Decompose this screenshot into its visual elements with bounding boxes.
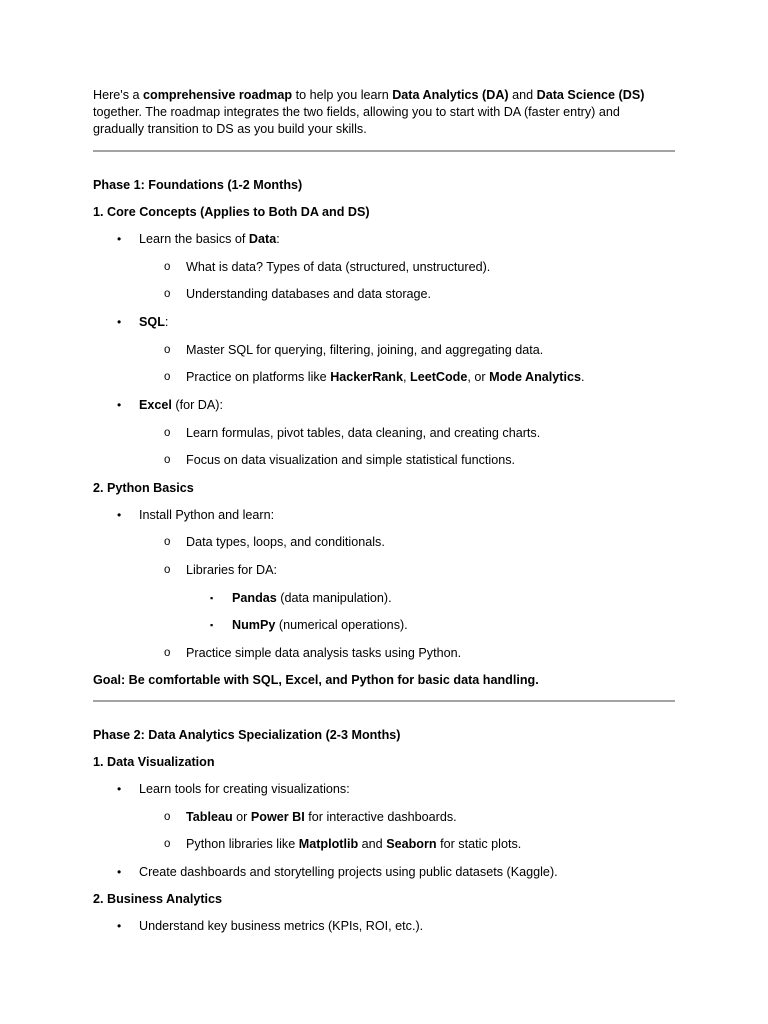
bullet-circle-icon: o <box>164 564 171 576</box>
bold-term: NumPy <box>232 618 276 632</box>
list-item-excel <box>117 397 223 414</box>
intro-text: to help you learn <box>292 88 393 102</box>
bullet-disc-icon: • <box>117 315 122 329</box>
phase-2-heading: Phase 2: Data Analytics Specialization (2-3 Months) <box>93 728 401 742</box>
list-item-dashboards <box>117 864 558 881</box>
list-text: Learn the basics of <box>139 232 249 246</box>
list-item-sql <box>117 314 169 331</box>
list-item-kpis <box>117 918 424 935</box>
list-text: Focus on data visualization and simple statistical functions. <box>186 453 516 467</box>
list-text: Understanding databases and data storage. <box>186 287 432 301</box>
bullet-square-icon: ▪ <box>210 593 214 603</box>
bullet-circle-icon: o <box>164 838 171 850</box>
list-text: and <box>358 837 387 851</box>
list-text: Install Python and learn: <box>139 508 275 522</box>
intro-line-2: together. The roadmap integrates the two fields, allowing you to start with DA (faster entry) and <box>93 105 620 119</box>
list-text: Learn formulas, pivot tables, data cleaning, and creating charts. <box>186 426 541 440</box>
bullet-circle-icon: o <box>164 811 171 823</box>
bold-term: Power BI <box>250 810 305 824</box>
bold-term: LeetCode <box>410 370 468 384</box>
section-python-basics-heading: 2. Python Basics <box>93 481 194 495</box>
bullet-square-icon: ▪ <box>210 620 214 630</box>
horizontal-rule <box>93 700 675 702</box>
list-text: or <box>232 810 251 824</box>
list-text: : <box>164 315 169 329</box>
list-text: Libraries for DA: <box>186 563 277 577</box>
list-item-python <box>117 507 275 524</box>
list-text: : <box>276 232 280 246</box>
list-text: Create dashboards and storytelling projects using public datasets (Kaggle). <box>139 865 558 879</box>
bullet-disc-icon: • <box>117 865 122 879</box>
bold-term: SQL <box>139 315 165 329</box>
bold-term: Mode Analytics <box>489 370 582 384</box>
list-text: Learn tools for creating visualizations: <box>139 782 350 796</box>
bullet-circle-icon: o <box>164 454 171 466</box>
section-business-analytics-heading: 2. Business Analytics <box>93 892 223 906</box>
intro-bold-roadmap: comprehensive roadmap <box>143 88 293 102</box>
list-subitem <box>164 452 516 469</box>
list-text: Understand key business metrics (KPIs, ROI, etc.). <box>139 919 424 933</box>
bullet-circle-icon: o <box>164 647 171 659</box>
bullet-circle-icon: o <box>164 427 171 439</box>
phase-1-goal: Goal: Be comfortable with SQL, Excel, and Python for basic data handling. <box>93 673 539 687</box>
phase-1-heading: Phase 1: Foundations (1-2 Months) <box>93 178 303 192</box>
list-subitem <box>164 809 457 826</box>
horizontal-rule <box>93 150 675 152</box>
list-subitem <box>164 369 585 386</box>
list-subitem <box>164 342 544 359</box>
list-text: Data types, loops, and conditionals. <box>186 535 385 549</box>
list-text: Practice simple data analysis tasks using Python. <box>186 646 462 660</box>
bullet-circle-icon: o <box>164 261 171 273</box>
intro-bold-ds: Data Science (DS) <box>536 88 645 102</box>
list-subitem <box>164 562 277 579</box>
list-subitem <box>164 286 432 303</box>
bold-term: Seaborn <box>386 837 437 851</box>
list-text: (data manipulation). <box>276 591 392 605</box>
list-subitem <box>164 259 491 276</box>
bold-term: HackerRank <box>330 370 403 384</box>
intro-text: Here's a <box>93 88 143 102</box>
bold-term: Excel <box>139 398 172 412</box>
bullet-circle-icon: o <box>164 344 171 356</box>
bold-term: Matplotlib <box>298 837 359 851</box>
intro-text: and <box>508 88 537 102</box>
bold-term: Pandas <box>232 591 277 605</box>
list-subitem <box>164 534 385 551</box>
bullet-disc-icon: • <box>117 232 122 246</box>
list-item-data <box>117 231 280 248</box>
bold-term: Data <box>248 232 277 246</box>
list-text: for static plots. <box>436 837 522 851</box>
list-subsubitem <box>210 617 408 634</box>
list-subitem <box>164 425 541 442</box>
list-text: Practice on platforms like <box>186 370 331 384</box>
section-data-visualization-heading: 1. Data Visualization <box>93 755 215 769</box>
intro-paragraph <box>93 87 675 138</box>
list-text: (for DA): <box>171 398 223 412</box>
bullet-circle-icon: o <box>164 371 171 383</box>
bullet-circle-icon: o <box>164 288 171 300</box>
intro-line-3: gradually transition to DS as you build your skills. <box>93 122 367 136</box>
list-text: , or <box>467 370 490 384</box>
bold-term: Tableau <box>186 810 233 824</box>
list-text: , <box>403 370 410 384</box>
bullet-circle-icon: o <box>164 536 171 548</box>
list-text: for interactive dashboards. <box>304 810 457 824</box>
section-core-concepts-heading: 1. Core Concepts (Applies to Both DA and DS) <box>93 205 370 219</box>
bullet-disc-icon: • <box>117 508 122 522</box>
list-subitem <box>164 645 462 662</box>
list-subsubitem <box>210 590 392 607</box>
intro-bold-da: Data Analytics (DA) <box>392 88 509 102</box>
list-text: Python libraries like <box>186 837 299 851</box>
list-text: What is data? Types of data (structured, unstructured). <box>186 260 491 274</box>
bullet-disc-icon: • <box>117 398 122 412</box>
list-subitem <box>164 836 522 853</box>
list-text: Master SQL for querying, filtering, joining, and aggregating data. <box>186 343 544 357</box>
list-text: . <box>581 370 585 384</box>
list-item-viz <box>117 781 350 798</box>
bullet-disc-icon: • <box>117 782 122 796</box>
bullet-disc-icon: • <box>117 919 122 933</box>
list-text: (numerical operations). <box>275 618 408 632</box>
